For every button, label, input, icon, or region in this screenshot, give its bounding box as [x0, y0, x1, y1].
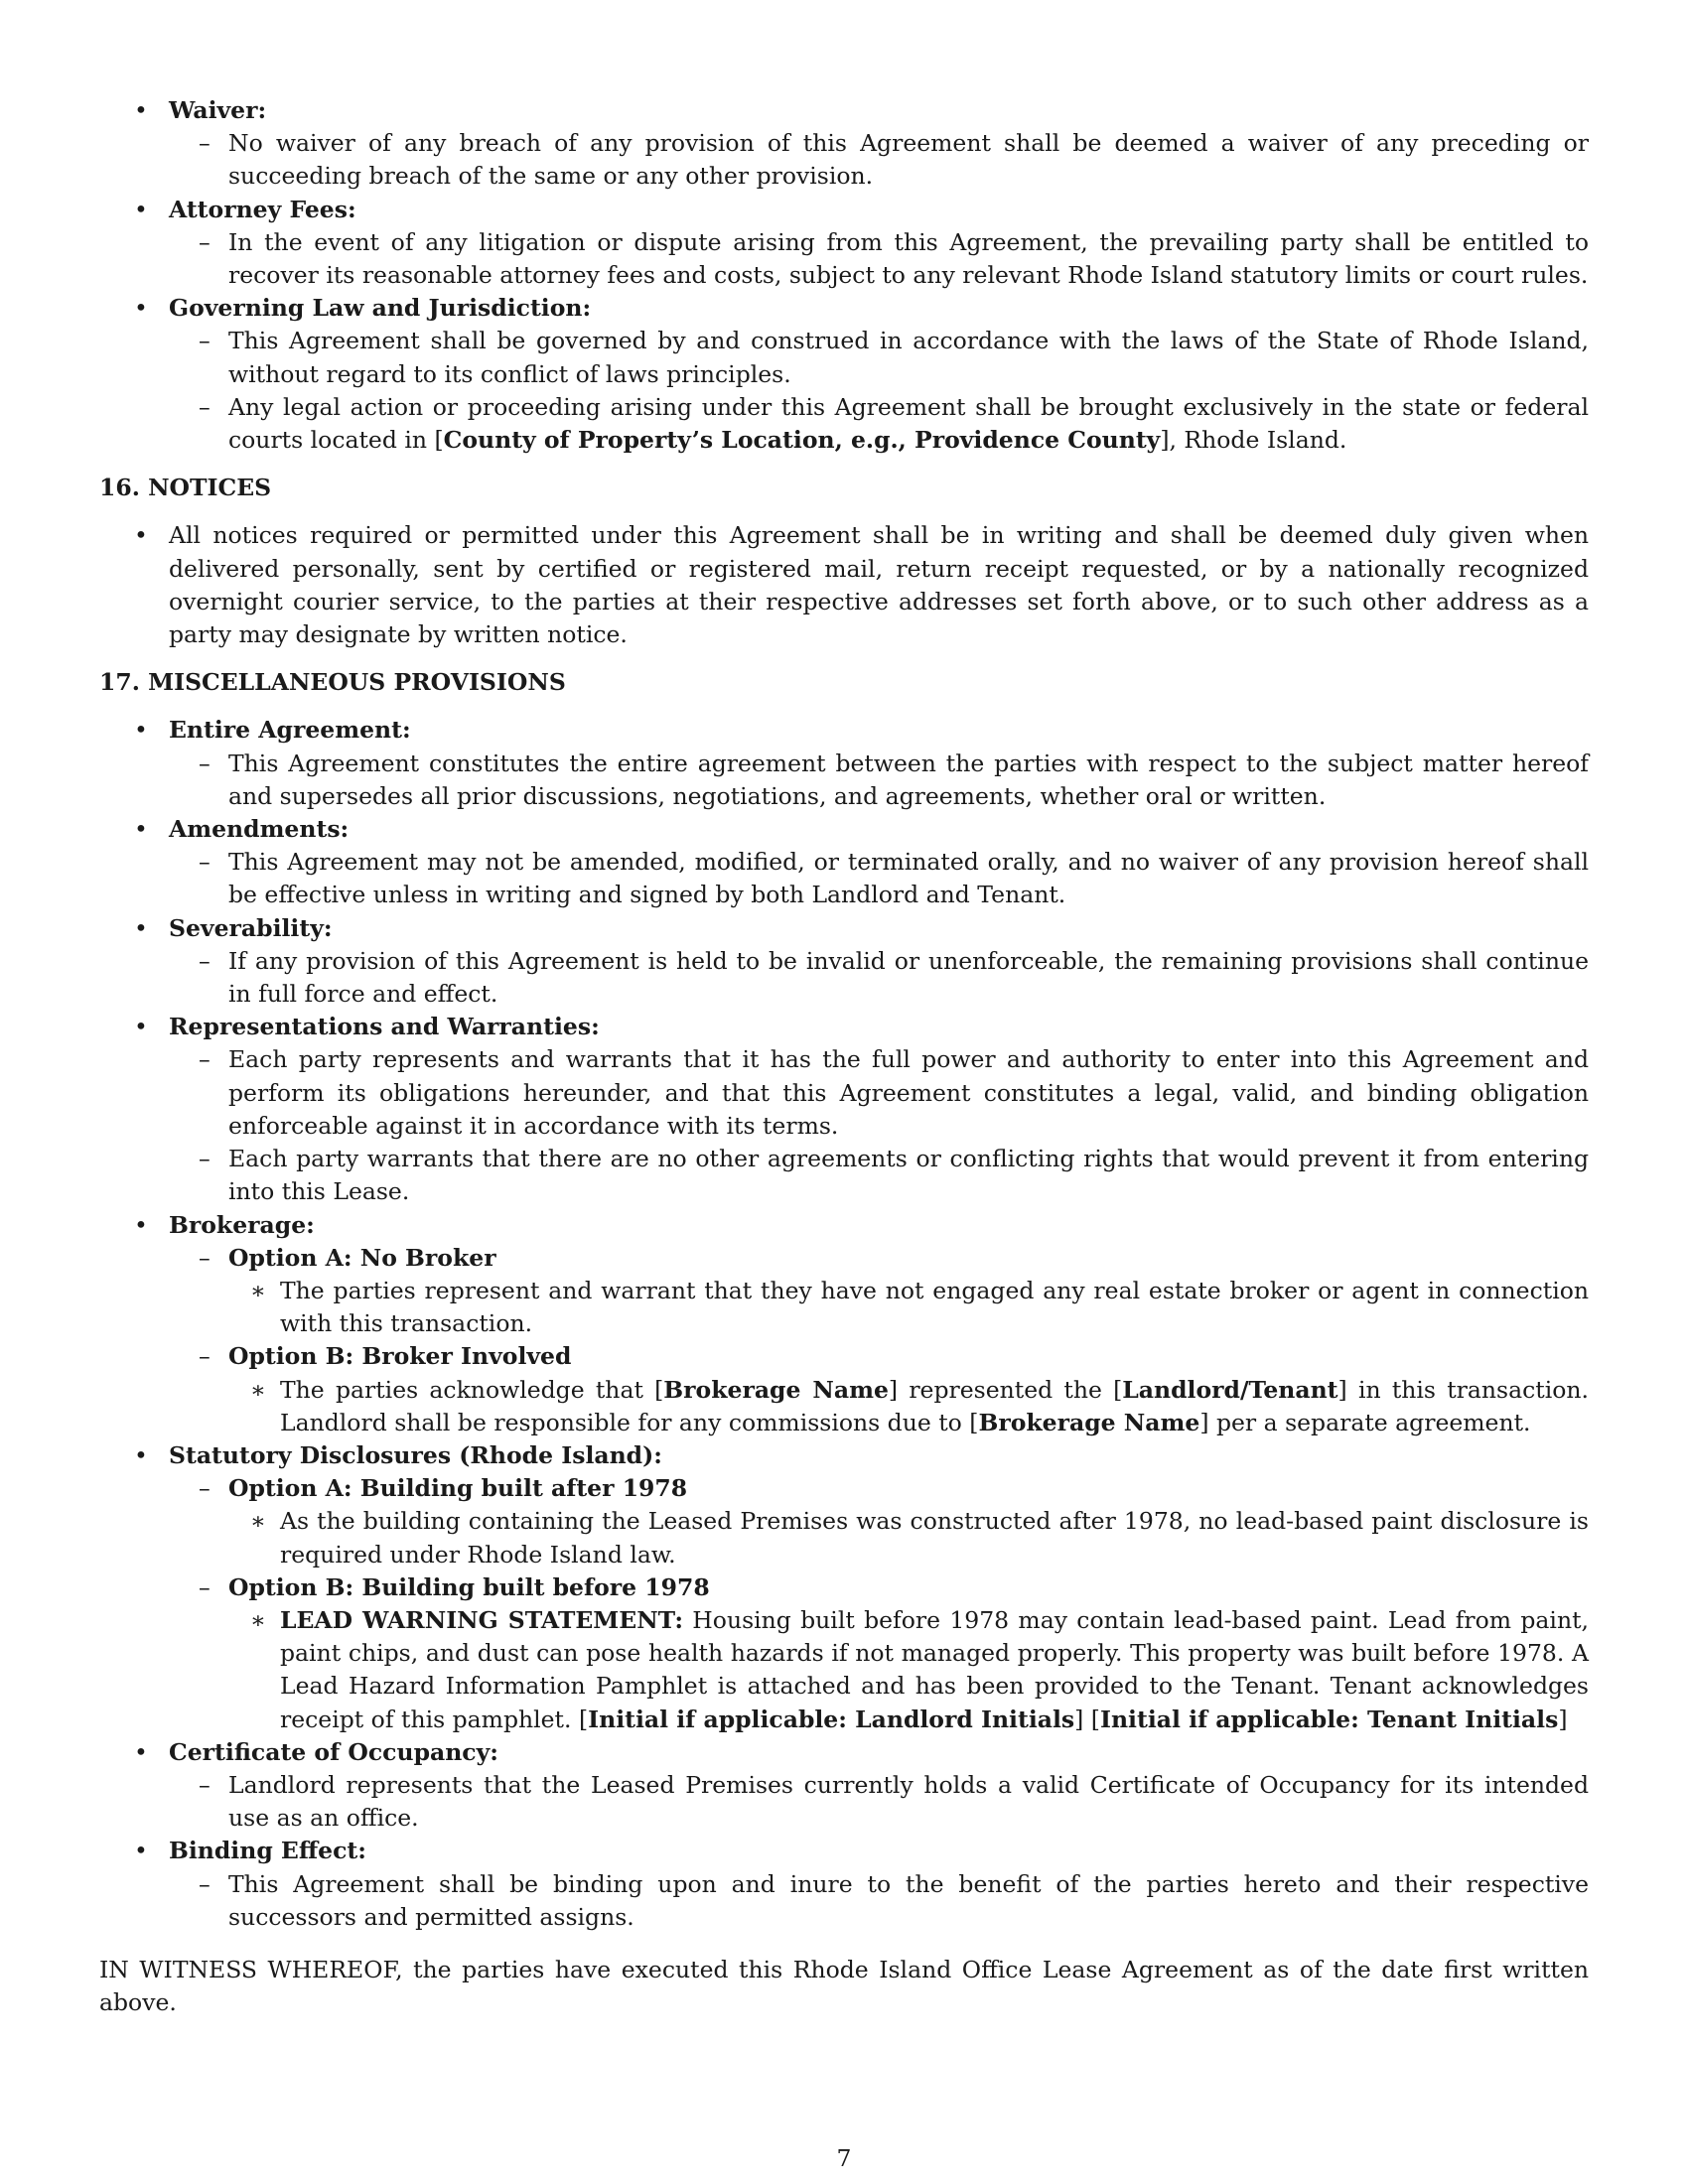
option-title: Option A: Building built after 1978	[228, 1474, 688, 1503]
option-title: Option B: Broker Involved	[228, 1342, 572, 1371]
dash-icon: –	[199, 1342, 211, 1371]
placeholder-landlord-tenant: Landlord/Tenant	[1122, 1375, 1338, 1404]
sub-sub-item	[99, 1505, 1589, 1570]
item-title: Entire Agreement:	[169, 716, 411, 745]
bullet-icon: •	[134, 195, 148, 223]
section-heading-notices: 16. NOTICES	[99, 474, 272, 502]
item-title: Brokerage:	[169, 1210, 315, 1239]
bullet-icon: •	[134, 815, 148, 844]
sub-item	[99, 945, 1589, 1011]
item-title: Amendments:	[169, 815, 350, 844]
placeholder-tenant-initials: Initial if applicable: Tenant Initials	[1099, 1705, 1559, 1733]
sub-item	[99, 1340, 1589, 1373]
bullet-icon: •	[134, 716, 148, 745]
bullet-icon: •	[134, 1837, 148, 1865]
list-item	[99, 813, 1589, 846]
placeholder-brokerage-name: Brokerage Name	[663, 1375, 889, 1404]
item-text: The parties represent and warrant that they have not engaged any real estate broker or agent in connection with this transaction.	[280, 1276, 1589, 1338]
list-item	[99, 94, 1589, 127]
sub-item	[99, 1143, 1589, 1208]
item-text: This Agreement constitutes the entire agreement between the parties with respect to the subject matter hereof and supersedes all prior discussions, negotiations, and agreements, whether oral or written.	[228, 749, 1589, 810]
dash-icon: –	[199, 848, 211, 877]
item-title: Representations and Warranties:	[169, 1013, 600, 1041]
asterisk-icon: ∗	[250, 1276, 266, 1304]
lead-warning-label: LEAD WARNING STATEMENT:	[280, 1605, 683, 1634]
dash-icon: –	[199, 227, 211, 256]
item-text: ] in this transaction. Landlord shall be responsible for any commissions due to [	[280, 1375, 1589, 1436]
dash-icon: –	[199, 392, 211, 421]
item-text: This Agreement shall be governed by and construed in accordance with the laws of the State of Rhode Island, without regard to its conflict of laws principles.	[228, 327, 1589, 388]
dash-icon: –	[199, 129, 211, 158]
list-item	[99, 194, 1589, 226]
item-text: The parties acknowledge that [	[280, 1375, 664, 1404]
item-text: If any provision of this Agreement is held to be invalid or unenforceable, the remaining provisions shall continue in full force and effect.	[228, 946, 1589, 1009]
sub-item	[99, 1472, 1589, 1505]
placeholder-landlord-initials: Initial if applicable: Landlord Initials	[588, 1705, 1075, 1733]
sub-item	[99, 226, 1589, 292]
page-number: 7	[836, 2144, 852, 2172]
bullet-icon: •	[134, 1013, 148, 1041]
item-text: ], Rhode Island.	[1160, 426, 1347, 455]
item-title: Severability:	[169, 913, 333, 942]
bullet-icon: •	[134, 521, 148, 550]
dash-icon: –	[199, 1572, 211, 1601]
dash-icon: –	[199, 1770, 211, 1799]
item-text: All notices required or permitted under this Agreement shall be in writing and shall be deemed duly given when delivered personally, sent by certified or registered mail, return receipt requested, or by a nationally recognized overnight courier service, to the parties at their respective addresses set forth above, or to such other address as a party may designate by written notice.	[169, 521, 1589, 649]
item-text: Any legal action or proceeding arising under this Agreement shall be brought exclusively in the state or federal courts located in [	[228, 392, 1589, 455]
sub-item	[99, 1242, 1589, 1275]
asterisk-icon: ∗	[250, 1375, 266, 1404]
document-page	[99, 94, 1589, 2019]
sub-item	[99, 325, 1589, 390]
asterisk-icon: ∗	[250, 1605, 266, 1634]
dash-icon: –	[199, 1474, 211, 1503]
list-item	[99, 1736, 1589, 1769]
item-text: Each party warrants that there are no other agreements or conflicting rights that would prevent it from entering into this Lease.	[228, 1145, 1589, 1206]
option-title: Option A: No Broker	[228, 1243, 496, 1272]
placeholder-county: County of Property’s Location, e.g., Providence County	[443, 426, 1161, 455]
sub-sub-item	[99, 1604, 1589, 1736]
section-heading-miscellaneous: 17. MISCELLANEOUS PROVISIONS	[99, 668, 566, 697]
bullet-icon: •	[134, 294, 148, 323]
bullet-icon: •	[134, 1737, 148, 1766]
item-title: Certificate of Occupancy:	[169, 1737, 498, 1766]
option-title: Option B: Building built before 1978	[228, 1572, 710, 1601]
item-text: Landlord represents that the Leased Premises currently holds a valid Certificate of Occupancy for its intended use as an office.	[228, 1770, 1589, 1833]
item-title: Governing Law and Jurisdiction:	[169, 294, 592, 323]
placeholder-brokerage-name: Brokerage Name	[978, 1408, 1200, 1436]
item-text: ] [	[1074, 1705, 1100, 1733]
item-text: ] represented the [	[888, 1375, 1123, 1404]
list-item	[99, 714, 1589, 747]
sub-item	[99, 127, 1589, 193]
list-item	[99, 1011, 1589, 1043]
item-text: Housing built before 1978 may contain lead-based paint. Lead from paint, paint chips, and dust can pose health hazards if not managed properly. This property was built before 1978. A Lead Hazard Information Pamphlet is attached and has been provided to the Tenant. Tenant acknowledges receipt of this pamphlet. [	[280, 1605, 1589, 1733]
sub-item	[99, 846, 1589, 911]
list-item	[99, 292, 1589, 325]
sub-sub-item	[99, 1275, 1589, 1340]
item-text: Each party represents and warrants that it has the full power and authority to enter into this Agreement and perform its obligations hereunder, and that this Agreement constitutes a legal, valid, and binding obligation enforceable against it in accordance with its terms.	[228, 1045, 1589, 1140]
sub-item	[99, 1868, 1589, 1934]
sub-item	[99, 1043, 1589, 1143]
dash-icon: –	[199, 327, 211, 355]
item-text: In the event of any litigation or dispute arising from this Agreement, the prevailing party shall be entitled to recover its reasonable attorney fees and costs, subject to any relevant Rhode Island statutory limits or court rules.	[228, 227, 1589, 290]
item-title: Statutory Disclosures (Rhode Island):	[169, 1440, 662, 1469]
dash-icon: –	[199, 1145, 211, 1173]
item-text: This Agreement shall be binding upon and inure to the benefit of the parties hereto and their respective successors and permitted assigns.	[228, 1869, 1589, 1931]
list-item	[99, 1835, 1589, 1867]
item-text: This Agreement may not be amended, modified, or terminated orally, and no waiver of any provision hereof shall be effective unless in writing and signed by both Landlord and Tenant.	[228, 848, 1589, 909]
sub-item	[99, 1571, 1589, 1604]
item-text: No waiver of any breach of any provision of this Agreement shall be deemed a waiver of any preceding or succeeding breach of the same or any other provision.	[228, 129, 1589, 191]
sub-sub-item	[99, 1374, 1589, 1439]
dash-icon: –	[199, 1045, 211, 1074]
dash-icon: –	[199, 1243, 211, 1272]
bullet-icon: •	[134, 96, 148, 124]
dash-icon: –	[199, 1869, 211, 1898]
item-title: Waiver:	[169, 96, 267, 124]
list-item	[99, 1209, 1589, 1242]
bullet-icon: •	[134, 1440, 148, 1469]
list-item	[99, 912, 1589, 945]
sub-item	[99, 391, 1589, 457]
item-title: Binding Effect:	[169, 1837, 366, 1865]
list-item	[99, 519, 1589, 651]
bullet-icon: •	[134, 913, 148, 942]
dash-icon: –	[199, 749, 211, 777]
witness-clause: IN WITNESS WHEREOF, the parties have executed this Rhode Island Office Lease Agreement as of the date first written above.	[99, 1955, 1589, 2017]
bullet-icon: •	[134, 1210, 148, 1239]
dash-icon: –	[199, 946, 211, 975]
sub-item	[99, 748, 1589, 813]
asterisk-icon: ∗	[250, 1507, 266, 1536]
item-text: As the building containing the Leased Premises was constructed after 1978, no lead-based paint disclosure is required under Rhode Island law.	[280, 1507, 1589, 1569]
item-text: ]	[1558, 1705, 1568, 1733]
list-item	[99, 1439, 1589, 1472]
item-title: Attorney Fees:	[169, 195, 356, 223]
sub-item	[99, 1769, 1589, 1835]
item-text: ] per a separate agreement.	[1199, 1408, 1531, 1436]
